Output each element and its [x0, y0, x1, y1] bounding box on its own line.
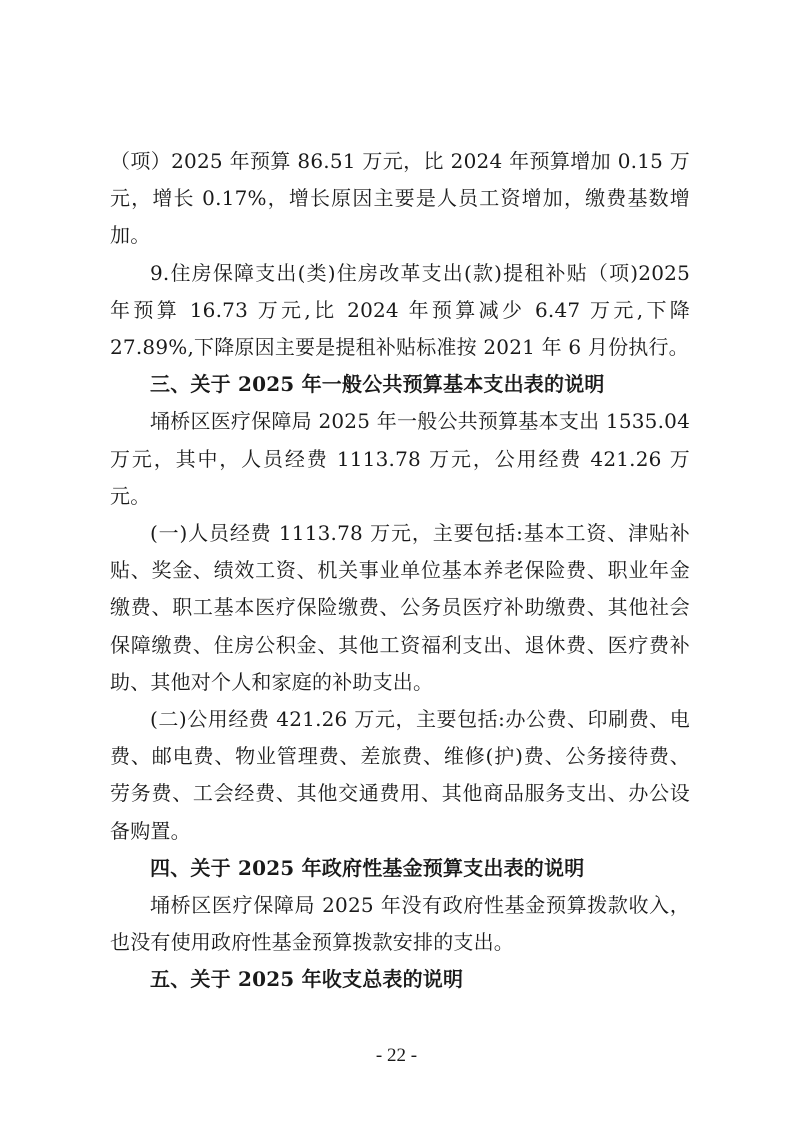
- paragraph-4: 埇桥区医疗保障局 2025 年一般公共预算基本支出 1535.04 万元，其中，人员经费 1113.78 万元，公用经费 421.26 万元。: [110, 409, 690, 508]
- paragraph-1: （项）2025 年预算 86.51 万元，比 2024 年预算增加 0.15 万元，增长 0.17%，增长原因主要是人员工资增加，缴费基数增加。: [110, 149, 690, 248]
- page-number: - 22 -: [375, 1045, 418, 1066]
- paragraph-5: (一)人员经费 1113.78 万元，主要包括:基本工资、津贴补贴、奖金、绩效工资、机关事业单位基本养老保险费、职业年金缴费、职工基本医疗保险缴费、公务员医疗补助缴费、其他社会保障缴费、住房公积金、其他工资福利支出、退休费、医疗费补助、其他对个人和家庭的补助支出。: [110, 521, 690, 694]
- section-heading-4: 四、关于 2025 年政府性基金预算支出表的说明: [150, 855, 585, 880]
- section-heading-5: 五、关于 2025 年收支总表的说明: [150, 967, 464, 992]
- paragraph-8: 埇桥区医疗保障局 2025 年没有政府性基金预算拨款收入，也没有使用政府性基金预算拨款安排的支出。: [110, 893, 690, 955]
- paragraph-2: 9.住房保障支出(类)住房改革支出(款)提租补贴（项)2025 年预算 16.73 万元,比 2024 年预算减少 6.47 万元,下降 27.89%,下降原因主要是提租补贴标准按 2021 年 6 月份执行。: [110, 260, 690, 360]
- section-heading-3: 三、关于 2025 年一般公共预算基本支出表的说明: [150, 372, 605, 397]
- paragraph-6: (二)公用经费 421.26 万元，主要包括:办公费、印刷费、电费、邮电费、物业管理费、差旅费、维修(护)费、公务接待费、劳务费、工会经费、其他交通费用、其他商品服务支出、办公设备购置。: [110, 707, 690, 843]
- document-body: [110, 143, 690, 999]
